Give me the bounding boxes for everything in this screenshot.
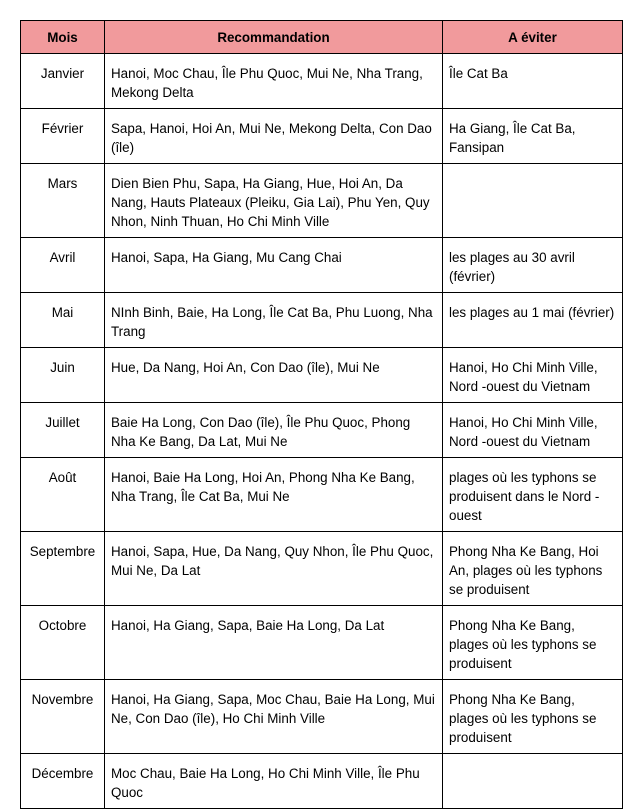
travel-calendar-table	[20, 20, 623, 809]
column-header-avoid: A éviter	[443, 21, 623, 54]
avoid-cell	[443, 164, 623, 238]
table-row	[21, 238, 623, 293]
avoid-cell: Ha Giang, Île Cat Ba, Fansipan	[443, 109, 623, 164]
avoid-cell: Hanoi, Ho Chi Minh Ville, Nord -ouest du Vietnam	[443, 403, 623, 458]
table-row	[21, 754, 623, 809]
avoid-cell: Phong Nha Ke Bang, plages où les typhons se produisent	[443, 680, 623, 754]
avoid-cell: les plages au 30 avril (février)	[443, 238, 623, 293]
month-cell: Septembre	[21, 532, 105, 606]
recommendation-cell: Hanoi, Ha Giang, Sapa, Moc Chau, Baie Ha Long, Mui Ne, Con Dao (île), Ho Chi Minh Ville	[105, 680, 443, 754]
month-cell: Décembre	[21, 754, 105, 809]
table-row	[21, 680, 623, 754]
table-body	[21, 54, 623, 809]
avoid-cell	[443, 754, 623, 809]
month-cell: Juillet	[21, 403, 105, 458]
recommendation-cell: NInh Binh, Baie, Ha Long, Île Cat Ba, Phu Luong, Nha Trang	[105, 293, 443, 348]
month-cell: Août	[21, 458, 105, 532]
recommendation-cell: Hanoi, Moc Chau, Île Phu Quoc, Mui Ne, Nha Trang, Mekong Delta	[105, 54, 443, 109]
month-cell: Mai	[21, 293, 105, 348]
table-row	[21, 54, 623, 109]
recommendation-cell: Hanoi, Sapa, Ha Giang, Mu Cang Chai	[105, 238, 443, 293]
month-cell: Janvier	[21, 54, 105, 109]
table-row	[21, 164, 623, 238]
recommendation-cell: Sapa, Hanoi, Hoi An, Mui Ne, Mekong Delta, Con Dao (île)	[105, 109, 443, 164]
avoid-cell: Phong Nha Ke Bang, plages où les typhons se produisent	[443, 606, 623, 680]
table-row	[21, 348, 623, 403]
month-cell: Juin	[21, 348, 105, 403]
month-cell: Novembre	[21, 680, 105, 754]
month-cell: Avril	[21, 238, 105, 293]
table-row	[21, 606, 623, 680]
recommendation-cell: Hanoi, Baie Ha Long, Hoi An, Phong Nha Ke Bang, Nha Trang, Île Cat Ba, Mui Ne	[105, 458, 443, 532]
recommendation-cell: Hanoi, Ha Giang, Sapa, Baie Ha Long, Da Lat	[105, 606, 443, 680]
column-header-month: Mois	[21, 21, 105, 54]
month-cell: Octobre	[21, 606, 105, 680]
table-row	[21, 532, 623, 606]
month-cell: Février	[21, 109, 105, 164]
table-row	[21, 458, 623, 532]
month-cell: Mars	[21, 164, 105, 238]
avoid-cell: Hanoi, Ho Chi Minh Ville, Nord -ouest du Vietnam	[443, 348, 623, 403]
column-header-recommendation: Recommandation	[105, 21, 443, 54]
table-row	[21, 109, 623, 164]
avoid-cell: Phong Nha Ke Bang, Hoi An, plages où les typhons se produisent	[443, 532, 623, 606]
recommendation-cell: Baie Ha Long, Con Dao (île), Île Phu Quoc, Phong Nha Ke Bang, Da Lat, Mui Ne	[105, 403, 443, 458]
avoid-cell: plages où les typhons se produisent dans le Nord - ouest	[443, 458, 623, 532]
avoid-cell: les plages au 1 mai (février)	[443, 293, 623, 348]
table-row	[21, 293, 623, 348]
table-header-row	[21, 21, 623, 54]
recommendation-cell: Hanoi, Sapa, Hue, Da Nang, Quy Nhon, Île Phu Quoc, Mui Ne, Da Lat	[105, 532, 443, 606]
avoid-cell: Île Cat Ba	[443, 54, 623, 109]
recommendation-cell: Moc Chau, Baie Ha Long, Ho Chi Minh Ville, Île Phu Quoc	[105, 754, 443, 809]
recommendation-cell: Hue, Da Nang, Hoi An, Con Dao (île), Mui Ne	[105, 348, 443, 403]
recommendation-cell: Dien Bien Phu, Sapa, Ha Giang, Hue, Hoi An, Da Nang, Hauts Plateaux (Pleiku, Gia Lai), Phu Yen, Quy Nhon, Ninh Thuan, Ho Chi Minh Ville	[105, 164, 443, 238]
table-row	[21, 403, 623, 458]
